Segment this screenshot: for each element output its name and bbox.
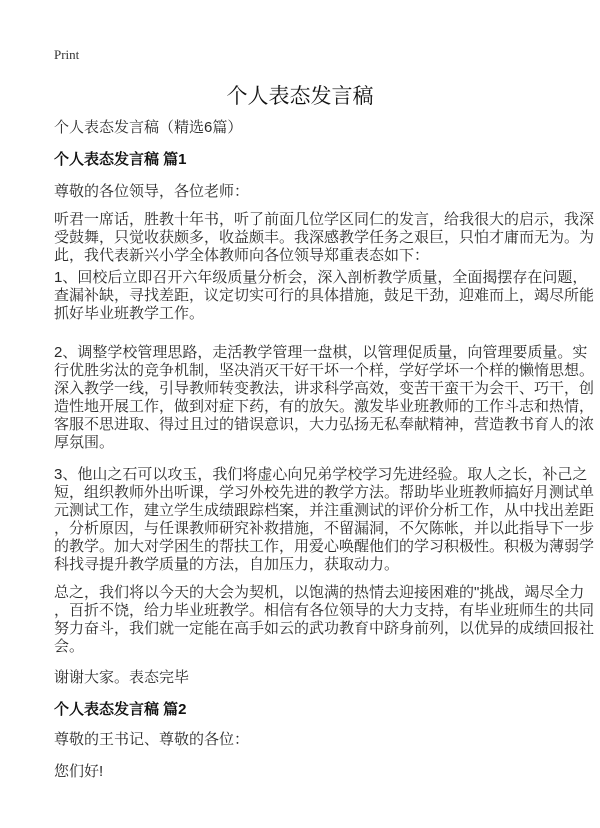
paragraph-line: 会。 [54, 638, 85, 655]
greeting-2: 尊敬的王书记、尊敬的各位： [54, 731, 250, 748]
print-link[interactable]: Print [54, 47, 80, 62]
paragraph [54, 669, 189, 687]
page-title: 个人表态发言稿 [226, 85, 374, 108]
paragraph-line: 谢谢大家。表态完毕 [54, 669, 190, 686]
paragraph-line: 2、调整学校管理思路，走活教学管理一盘棋，以管理促质量，向管理要质量。实 [54, 344, 588, 361]
paragraph-line: 厚氛围。 [54, 434, 115, 451]
paragraph-line: 造性地开展工作，做到对症下药，有的放矢。激发毕业班教师的工作斗志和热情， [54, 398, 595, 415]
paragraph-line: 元测试工作，建立学生成绩跟踪档案，并注重测试的评价分析工作，从中找出差距 [54, 502, 595, 519]
greeting-3: 您们好! [54, 763, 104, 780]
paragraph [54, 466, 594, 574]
section-heading-1: 个人表态发言稿 篇1 [54, 151, 187, 168]
paragraph-line: 听君一席话，胜教十年书，听了前面几位学区同仁的发言，给我很大的启示，我深 [54, 211, 595, 228]
paragraph [54, 211, 594, 265]
paragraph-line: ，分析原因，与任课教师研究补救措施，不留漏洞，不欠陈帐，并以此指导下一步 [54, 520, 595, 537]
paragraph-line: 努力奋斗，我们就一定能在高手如云的武功教育中跻身前列，以优异的成绩回报社 [54, 620, 595, 637]
section-heading-2: 个人表态发言稿 篇2 [54, 701, 187, 718]
paragraph-line: 此，我代表新兴小学全体教师向各位领导郑重表态如下： [54, 247, 430, 264]
paragraph-line: 的教学。加大对学困生的帮扶工作，用爱心唤醒他们的学习积极性。积极为薄弱学 [54, 538, 595, 555]
paragraph [54, 269, 594, 323]
paragraph-line: 科找寻提升教学质量的方法，自加压力，获取动力。 [54, 556, 400, 573]
paragraph-line: ，百折不饶，给力毕业班教学。相信有各位领导的大力支持，有毕业班师生的共同 [54, 602, 595, 619]
paragraph-line: 总之，我们将以今天的大会为契机，以饱满的热情去迎接困难的"挑战，竭尽全力 [54, 584, 585, 601]
paragraph-line: 短，组织教师外出听课，学习外校先进的教学方法。帮助毕业班教师搞好月测试单 [54, 484, 595, 501]
paragraph-line: 3、他山之石可以攻玉，我们将虚心向兄弟学校学习先进经验。取人之长，补己之 [54, 466, 588, 483]
paragraph [54, 344, 594, 452]
paragraph-line: 1、回校后立即召开六年级质量分析会，深入剖析教学质量，全面揭摆存在问题， [54, 269, 588, 286]
paragraph-line: 查漏补缺，寻找差距，议定切实可行的具体措施，鼓足干劲，迎难而上，竭尽所能 [54, 287, 595, 304]
paragraph-line: 深入教学一线，引导教师转变教法，讲求科学高效，变苦干蛮干为会干、巧干，创 [54, 380, 595, 397]
paragraph-line: 行优胜劣汰的竞争机制，坚决消灭干好干坏一个样，学好学坏一个样的懒惰思想。 [54, 362, 595, 379]
paragraph-line: 客服不思进取、得过且过的错误意识，大力弘扬无私奉献精神，营造教书育人的浓 [54, 416, 595, 433]
paragraph-line: 受鼓舞，只觉收获颇多，收益颇丰。我深感教学任务之艰巨，只怕才庸而无为。为 [54, 229, 595, 246]
subtitle: 个人表态发言稿（精选6篇） [54, 119, 243, 136]
paragraph-line: 抓好毕业班教学工作。 [54, 305, 205, 322]
greeting-1: 尊敬的各位领导，各位老师： [54, 183, 250, 200]
paragraph [54, 584, 594, 656]
